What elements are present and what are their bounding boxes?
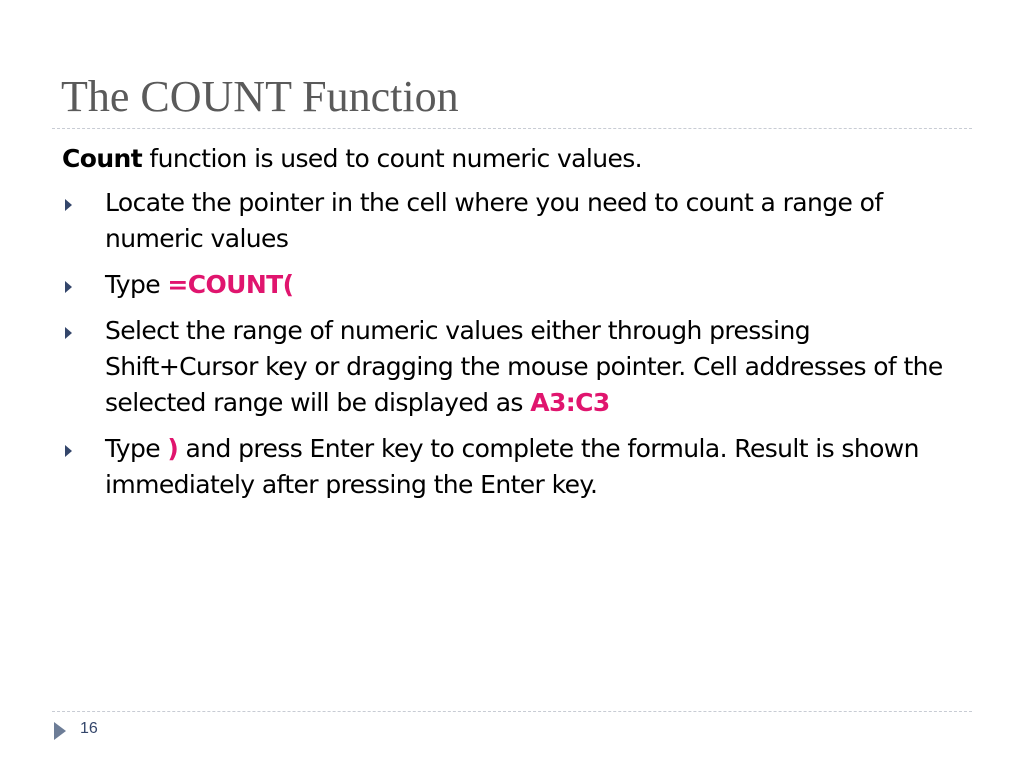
page-number: 16 <box>80 720 98 737</box>
footer-arrow-icon <box>54 722 66 740</box>
intro-bold-term: Count <box>62 144 143 173</box>
list-item <box>62 431 967 503</box>
title-divider <box>52 128 972 129</box>
triangle-bullet-icon <box>65 327 72 339</box>
bullet-text-continued: and press Enter key to complete the formula. Result is shown immediately after pressing the Enter key. <box>105 434 919 499</box>
list-item <box>62 185 967 257</box>
bullet-text: Locate the pointer in the cell where you need to count a range of numeric values <box>105 188 883 253</box>
triangle-bullet-icon <box>65 199 72 211</box>
triangle-bullet-icon <box>65 281 72 293</box>
slide-body <box>62 141 967 513</box>
bullet-list <box>62 185 967 503</box>
parenthesis-highlight: ) <box>167 434 179 463</box>
range-highlight: A3:C3 <box>530 388 610 417</box>
list-item <box>62 313 967 421</box>
bullet-text: Select the range of numeric values either through pressing Shift+Cursor key or dragging the mouse pointer. Cell addresses of the selected range will be displayed as <box>105 316 943 417</box>
bullet-text: Type <box>105 434 168 463</box>
slide-title: The COUNT Function <box>61 72 459 121</box>
list-item <box>62 267 967 303</box>
formula-highlight: =COUNT( <box>167 270 294 299</box>
intro-text: function is used to count numeric values. <box>142 144 643 173</box>
bullet-text: Type <box>105 270 168 299</box>
triangle-bullet-icon <box>65 445 72 457</box>
footer-divider <box>52 711 972 712</box>
intro-paragraph <box>62 141 967 177</box>
